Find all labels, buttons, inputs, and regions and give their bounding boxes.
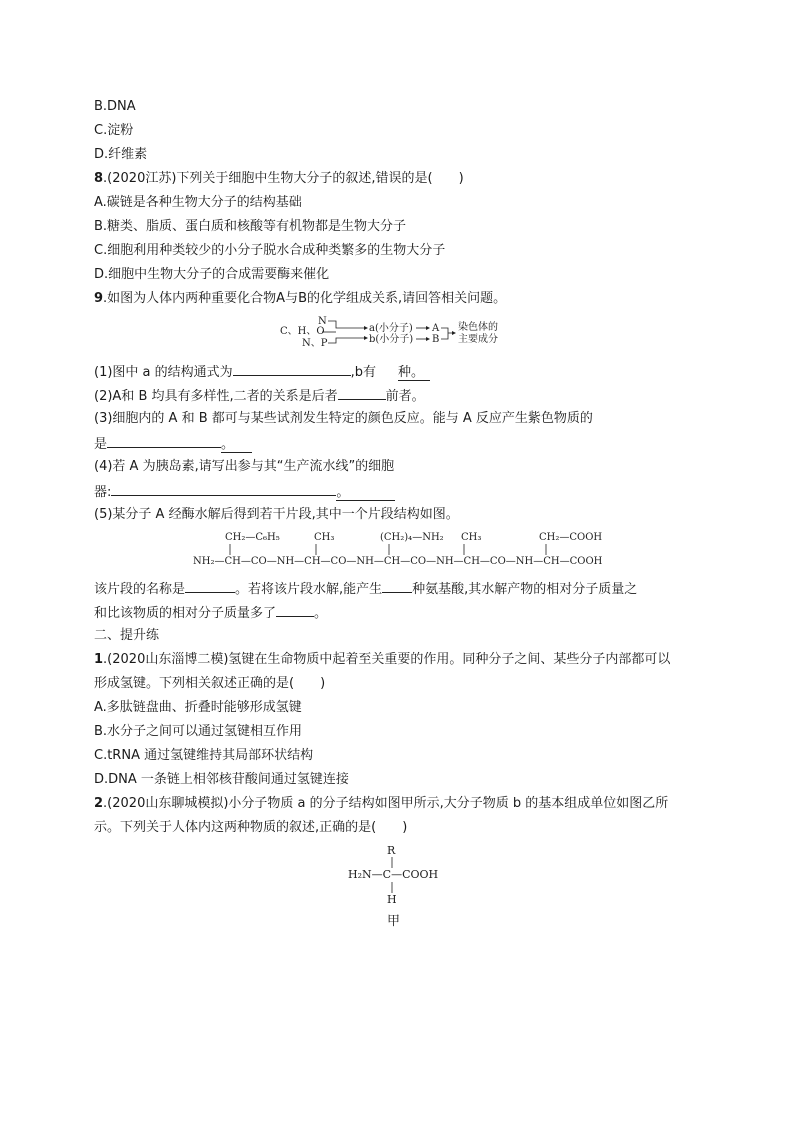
section-title: 二、提升练 bbox=[94, 628, 160, 643]
s2q1-option-b: B.水分子之间可以通过氢键相互作用 bbox=[94, 724, 303, 739]
s2q1-stem-line1 bbox=[94, 652, 670, 668]
q9-part6 bbox=[94, 580, 637, 598]
s2q1-option-d: D.DNA 一条链上相邻核苷酸间通过氢键连接 bbox=[94, 772, 349, 787]
amino-r-group: R bbox=[387, 844, 396, 857]
amino-backbone bbox=[348, 868, 438, 881]
q9-part3-line1: (3)细胞内的 A 和 B 都可与某些试剂发生特定的颜色反应。能与 A 反应产生紫色物质的 bbox=[94, 411, 593, 426]
composition-diagram bbox=[280, 314, 520, 350]
q9-p6-text: 该片段的名称是 bbox=[94, 582, 186, 597]
q9-p3-end: 。 bbox=[221, 437, 235, 452]
q9-part5: (5)某分子 A 经酶水解后得到若干片段,其中一个片段结构如图。 bbox=[94, 507, 459, 522]
q9-p4-end: 。 bbox=[336, 485, 350, 500]
s2q1-option-a: A.多肽链盘曲、折叠时能够形成氢键 bbox=[94, 700, 302, 715]
diagram-n: N bbox=[318, 316, 327, 327]
q9-part2 bbox=[94, 387, 425, 405]
q9-part1 bbox=[94, 363, 430, 381]
figure-caption-jia: 甲 bbox=[387, 914, 401, 929]
q7-option-d: D.纤维素 bbox=[94, 147, 148, 162]
q9-p3-blank[interactable] bbox=[107, 435, 221, 448]
q9-p1-blank2[interactable] bbox=[398, 365, 430, 381]
s2q1-number: 1 bbox=[94, 652, 104, 667]
q8-option-d: D.细胞中生物大分子的合成需要酶来催化 bbox=[94, 267, 330, 282]
diagram-B: B bbox=[432, 334, 440, 345]
peptide-side-bonds bbox=[190, 544, 610, 556]
q9-p7-end: 。 bbox=[314, 606, 328, 621]
amino-h: H bbox=[387, 893, 397, 906]
peptide-r5: CH₂—COOH bbox=[539, 532, 603, 543]
s2q2-stem-line1 bbox=[94, 796, 668, 812]
peptide-main-chain: NH₂—CH—CO—NH—CH—CO—NH—CH—CO—NH—CH—CO—NH—CH—COOH bbox=[193, 556, 603, 567]
q8-number: 8 bbox=[94, 171, 104, 186]
q9-part7 bbox=[94, 604, 327, 622]
q9-stem-text: .如图为人体内两种重要化合物A与B的化学组成关系,请回答相关问题。 bbox=[103, 291, 507, 306]
q9-p1-text: (1)图中 a 的结构通式为 bbox=[94, 365, 233, 380]
q9-p7-text: 和比该物质的相对分子质量多了 bbox=[94, 606, 277, 621]
q9-p2-blank[interactable] bbox=[338, 387, 386, 400]
q9-p6-blank1[interactable] bbox=[185, 580, 235, 593]
diagram-a-label: a(小分子) bbox=[369, 323, 413, 334]
s2q1-stem-line2: 形成氢键。下列相关叙述正确的是( ) bbox=[94, 676, 326, 691]
s2q1-option-c: C.tRNA 通过氢键维持其局部环状结构 bbox=[94, 748, 314, 763]
q9-p4-text: 器: bbox=[94, 485, 112, 500]
peptide-r1: CH₂—C₆H₅ bbox=[225, 532, 280, 543]
q9-p6-text2: 。若将该片段水解,能产生 bbox=[235, 582, 383, 597]
q9-part4-line1: (4)若 A 为胰岛素,请写出参与其“生产流水线”的细胞 bbox=[94, 459, 395, 474]
q9-p6-blank2[interactable] bbox=[382, 580, 412, 593]
diagram-b-label: b(小分子) bbox=[369, 334, 414, 345]
q9-p4-tail bbox=[336, 485, 395, 501]
q9-stem bbox=[94, 291, 506, 307]
q7-option-c: C.淀粉 bbox=[94, 123, 134, 138]
peptide-r3: (CH₂)₄—NH₂ bbox=[380, 532, 444, 543]
q9-p4-blank[interactable] bbox=[111, 483, 336, 496]
q9-part3-line2 bbox=[94, 435, 252, 453]
diagram-A: A bbox=[432, 323, 440, 334]
q9-p6-text3: 种氨基酸,其水解产物的相对分子质量之 bbox=[412, 582, 638, 597]
diagram-np: N、P bbox=[302, 338, 328, 349]
s2q1-stem1: .(2020山东淄博二模)氢键在生命物质中起着至关重要的作用。同种分子之间、某些分子内部都可以 bbox=[103, 652, 671, 667]
q8-option-b: B.糖类、脂质、蛋白质和核酸等有机物都是生物大分子 bbox=[94, 219, 407, 234]
q9-p1-blank1[interactable] bbox=[233, 363, 351, 376]
s2q2-stem1: .(2020山东聊城模拟)小分子物质 a 的分子结构如图甲所示,大分子物质 b 的基本组成单位如图乙所 bbox=[103, 796, 669, 811]
q9-p2-text2: 前者。 bbox=[385, 389, 425, 404]
s2q2-number: 2 bbox=[94, 796, 104, 811]
q8-option-c: C.细胞利用种类较少的小分子脱水合成种类繁多的生物大分子 bbox=[94, 243, 446, 258]
diagram-result-1: 染色体的 bbox=[458, 322, 498, 333]
q9-p3-tail bbox=[221, 437, 252, 453]
q9-part4-line2 bbox=[94, 483, 395, 501]
q8-stem bbox=[94, 171, 464, 187]
q9-p7-blank[interactable] bbox=[276, 604, 314, 617]
q9-p1-text3: 种。 bbox=[398, 365, 425, 380]
q9-number: 9 bbox=[94, 291, 104, 306]
q8-option-a: A.碳链是各种生物大分子的结构基础 bbox=[94, 195, 302, 210]
q8-stem-text: .(2020江苏)下列关于细胞中生物大分子的叙述,错误的是( ) bbox=[103, 171, 464, 186]
q9-p1-text2: ,b有 bbox=[350, 365, 377, 380]
q9-p2-text: (2)A和 B 均具有多样性,二者的关系是后者 bbox=[94, 389, 338, 404]
amino-left: H₂N— bbox=[348, 868, 383, 881]
peptide-r4: CH₃ bbox=[461, 532, 482, 543]
diagram-elements-cho: C、H、O bbox=[280, 326, 325, 337]
q9-p3-text: 是 bbox=[94, 437, 108, 452]
s2q2-stem-line2: 示。下列关于人体内这两种物质的叙述,正确的是( ) bbox=[94, 820, 408, 835]
amino-center: C bbox=[382, 868, 392, 881]
peptide-r2: CH₃ bbox=[314, 532, 335, 543]
diagram-result-2: 主要成分 bbox=[458, 334, 498, 345]
amino-right: —COOH bbox=[391, 868, 439, 881]
q7-option-b: B.DNA bbox=[94, 99, 136, 114]
